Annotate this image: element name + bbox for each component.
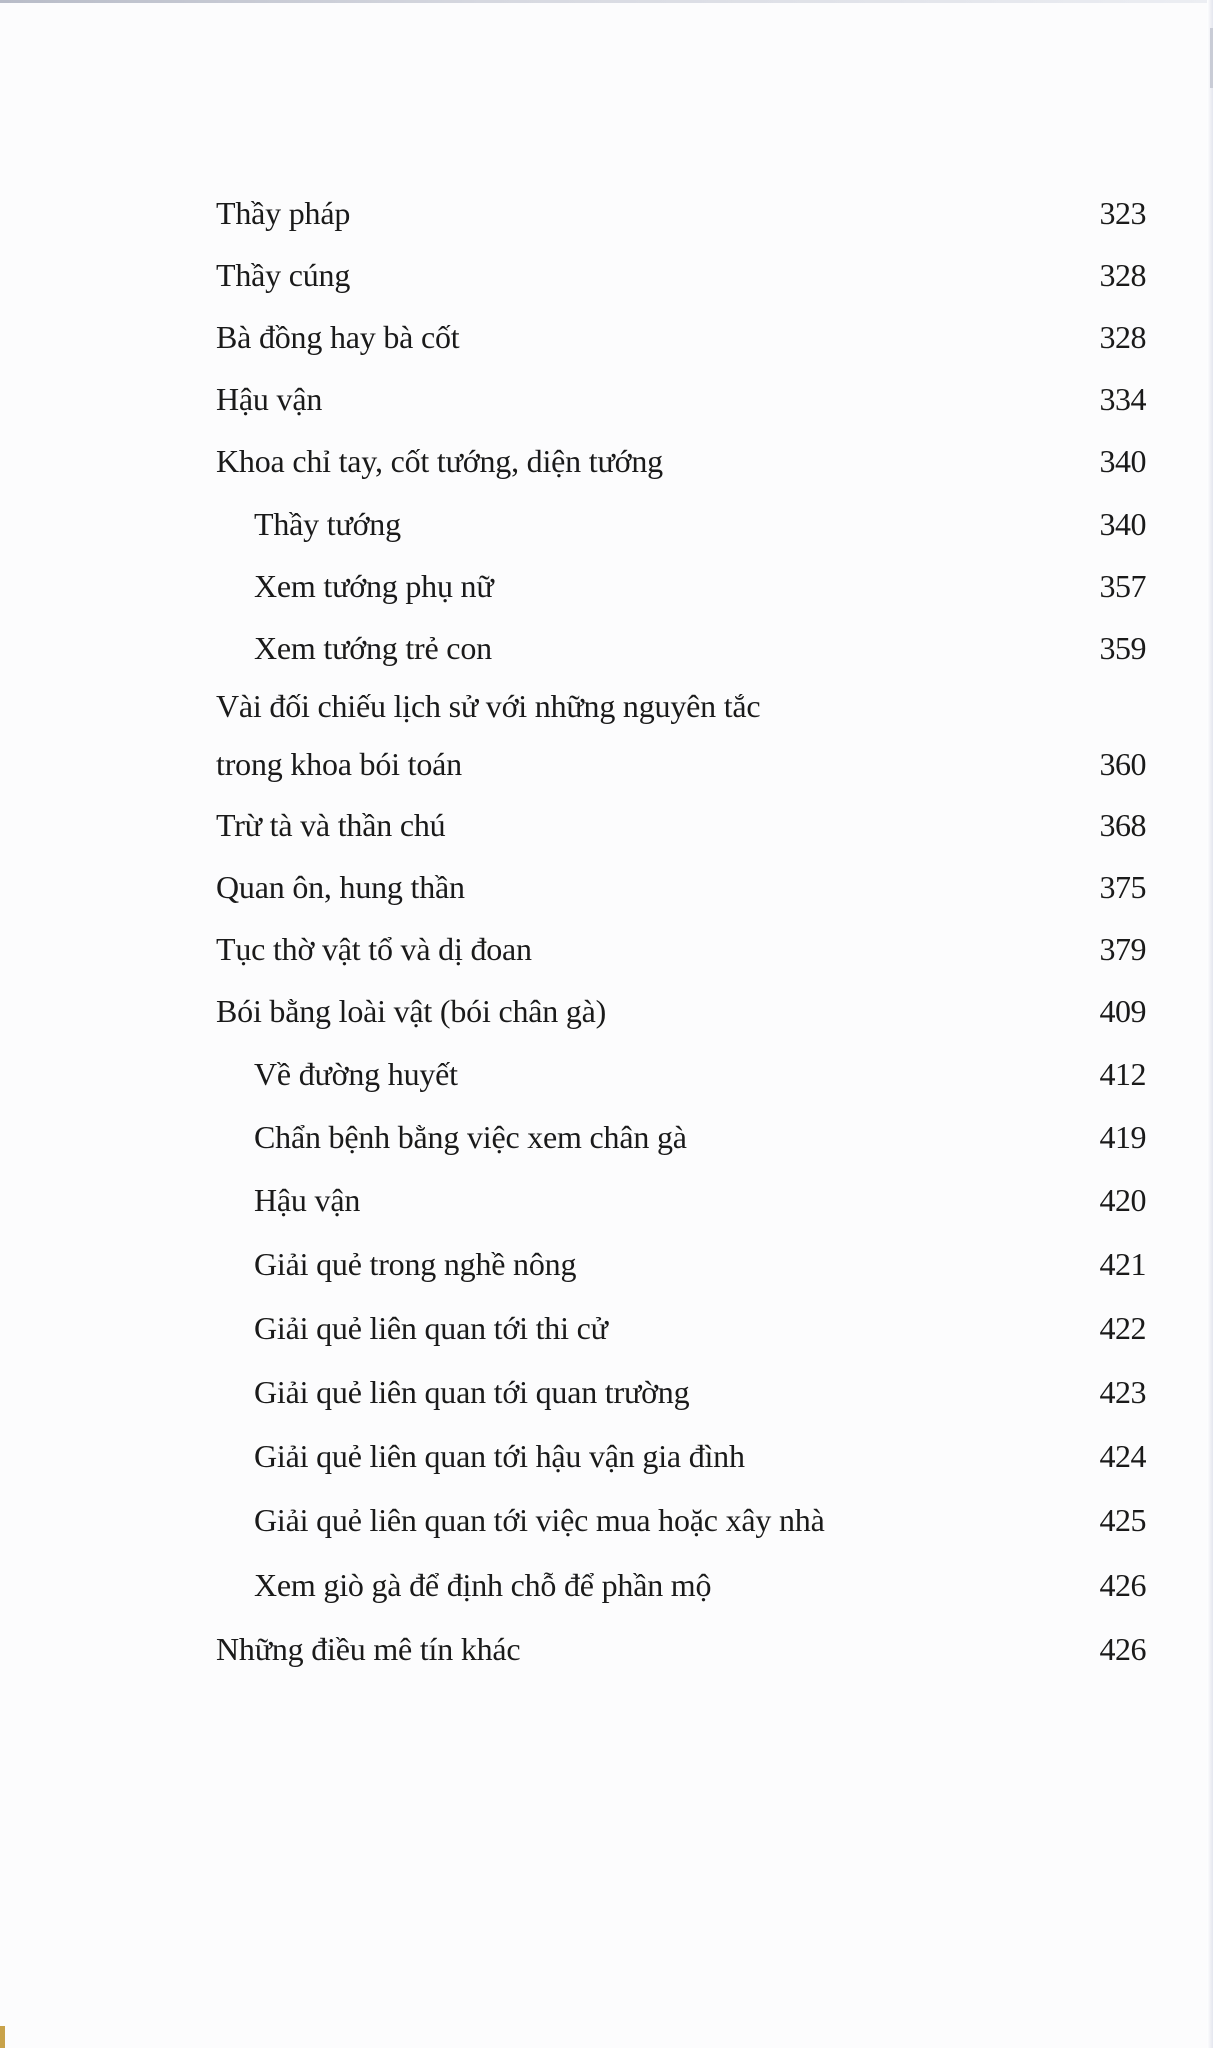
toc-entry-page: 421: [1099, 1246, 1146, 1282]
toc-entry-title: Bà đồng hay bà cốt: [216, 319, 460, 355]
toc-entry: [216, 437, 1146, 485]
toc-entry: [216, 375, 1146, 423]
toc-subentry: [254, 624, 1146, 672]
toc-entry: [216, 313, 1146, 361]
toc-entry-title: Khoa chỉ tay, cốt tướng, diện tướng: [216, 443, 663, 479]
toc-entry-title: Bói bằng loài vật (bói chân gà): [216, 993, 607, 1029]
toc-entry: [216, 1625, 1146, 1673]
toc-entry-title: Hậu vận: [216, 381, 323, 417]
toc-entry-title: Giải quẻ liên quan tới hậu vận gia đình: [254, 1438, 745, 1474]
toc-entry-title: Thầy tướng: [254, 506, 401, 542]
toc-entry-page: 340: [1099, 443, 1146, 479]
toc-entry-title: Giải quẻ liên quan tới thi cử: [254, 1310, 608, 1346]
toc-entry-page: 409: [1099, 993, 1146, 1029]
toc-subentry: [254, 1304, 1146, 1352]
toc-entry-continuation: [216, 740, 1146, 788]
toc-entry: [216, 189, 1146, 237]
toc-subentry: [254, 562, 1146, 610]
toc-entry: [216, 251, 1146, 299]
toc-entry-page: 323: [1099, 195, 1146, 231]
toc-entry-title: Giải quẻ liên quan tới quan trường: [254, 1374, 690, 1410]
toc-entry-title: Giải quẻ liên quan tới việc mua hoặc xây nhà: [254, 1502, 825, 1538]
toc-subentry: [254, 1368, 1146, 1416]
toc-subentry: [254, 1113, 1146, 1161]
toc-entry: [216, 682, 1146, 730]
toc-entry-page: 412: [1099, 1056, 1146, 1092]
toc-subentry: [254, 1561, 1146, 1609]
toc-subentry: [254, 1050, 1146, 1098]
toc-entry-title: Giải quẻ trong nghề nông: [254, 1246, 577, 1282]
toc-entry-page: 359: [1099, 630, 1146, 666]
toc-entry-page: 357: [1099, 568, 1146, 604]
toc-entry-title: Thầy pháp: [216, 195, 351, 231]
toc-entry-title: Tục thờ vật tổ và dị đoan: [216, 931, 532, 967]
toc-entry-page: 360: [1099, 746, 1146, 782]
toc-entry-page: 328: [1099, 257, 1146, 293]
toc-entry-page: 422: [1099, 1310, 1146, 1346]
toc-subentry: [254, 1496, 1146, 1544]
toc-entry-page: 334: [1099, 381, 1146, 417]
toc-entry-page: 425: [1099, 1502, 1146, 1538]
toc-entry-title: Về đường huyết: [254, 1056, 458, 1092]
toc-entry-title: Vài đối chiếu lịch sử với những nguyên tắc: [216, 688, 761, 724]
toc-entry: [216, 987, 1146, 1035]
toc-entry-title: Trừ tà và thần chú: [216, 807, 446, 843]
toc-entry-page: 423: [1099, 1374, 1146, 1410]
toc-entry-page: 368: [1099, 807, 1146, 843]
toc-entry-page: 328: [1099, 319, 1146, 355]
toc-entry-title: Xem giò gà để định chỗ để phần mộ: [254, 1567, 712, 1603]
toc-entry-page: 379: [1099, 931, 1146, 967]
toc-entry-page: 420: [1099, 1182, 1146, 1218]
toc-entry-page: 426: [1099, 1567, 1146, 1603]
toc-entry-page: 375: [1099, 869, 1146, 905]
toc-entry-title: Thầy cúng: [216, 257, 351, 293]
toc-entry-title: Xem tướng trẻ con: [254, 630, 492, 666]
toc-subentry: [254, 500, 1146, 548]
toc-entry-page: 419: [1099, 1119, 1146, 1155]
toc-entry-title: trong khoa bói toán: [216, 746, 462, 782]
toc-entry: [216, 863, 1146, 911]
toc-entry: [216, 801, 1146, 849]
toc-subentry: [254, 1432, 1146, 1480]
toc-entry-page: 424: [1099, 1438, 1146, 1474]
toc-entry-title: Hậu vận: [254, 1182, 361, 1218]
toc-entry-title: Những điều mê tín khác: [216, 1631, 521, 1667]
toc-entry-title: Quan ôn, hung thần: [216, 869, 465, 905]
toc-entry-page: 426: [1099, 1631, 1146, 1667]
toc-entry-title: Xem tướng phụ nữ: [254, 568, 494, 604]
toc-entry-page: 340: [1099, 506, 1146, 542]
toc-entry: [216, 925, 1146, 973]
toc-subentry: [254, 1176, 1146, 1224]
toc-entry-title: Chẩn bệnh bằng việc xem chân gà: [254, 1119, 687, 1155]
toc-subentry: [254, 1240, 1146, 1288]
